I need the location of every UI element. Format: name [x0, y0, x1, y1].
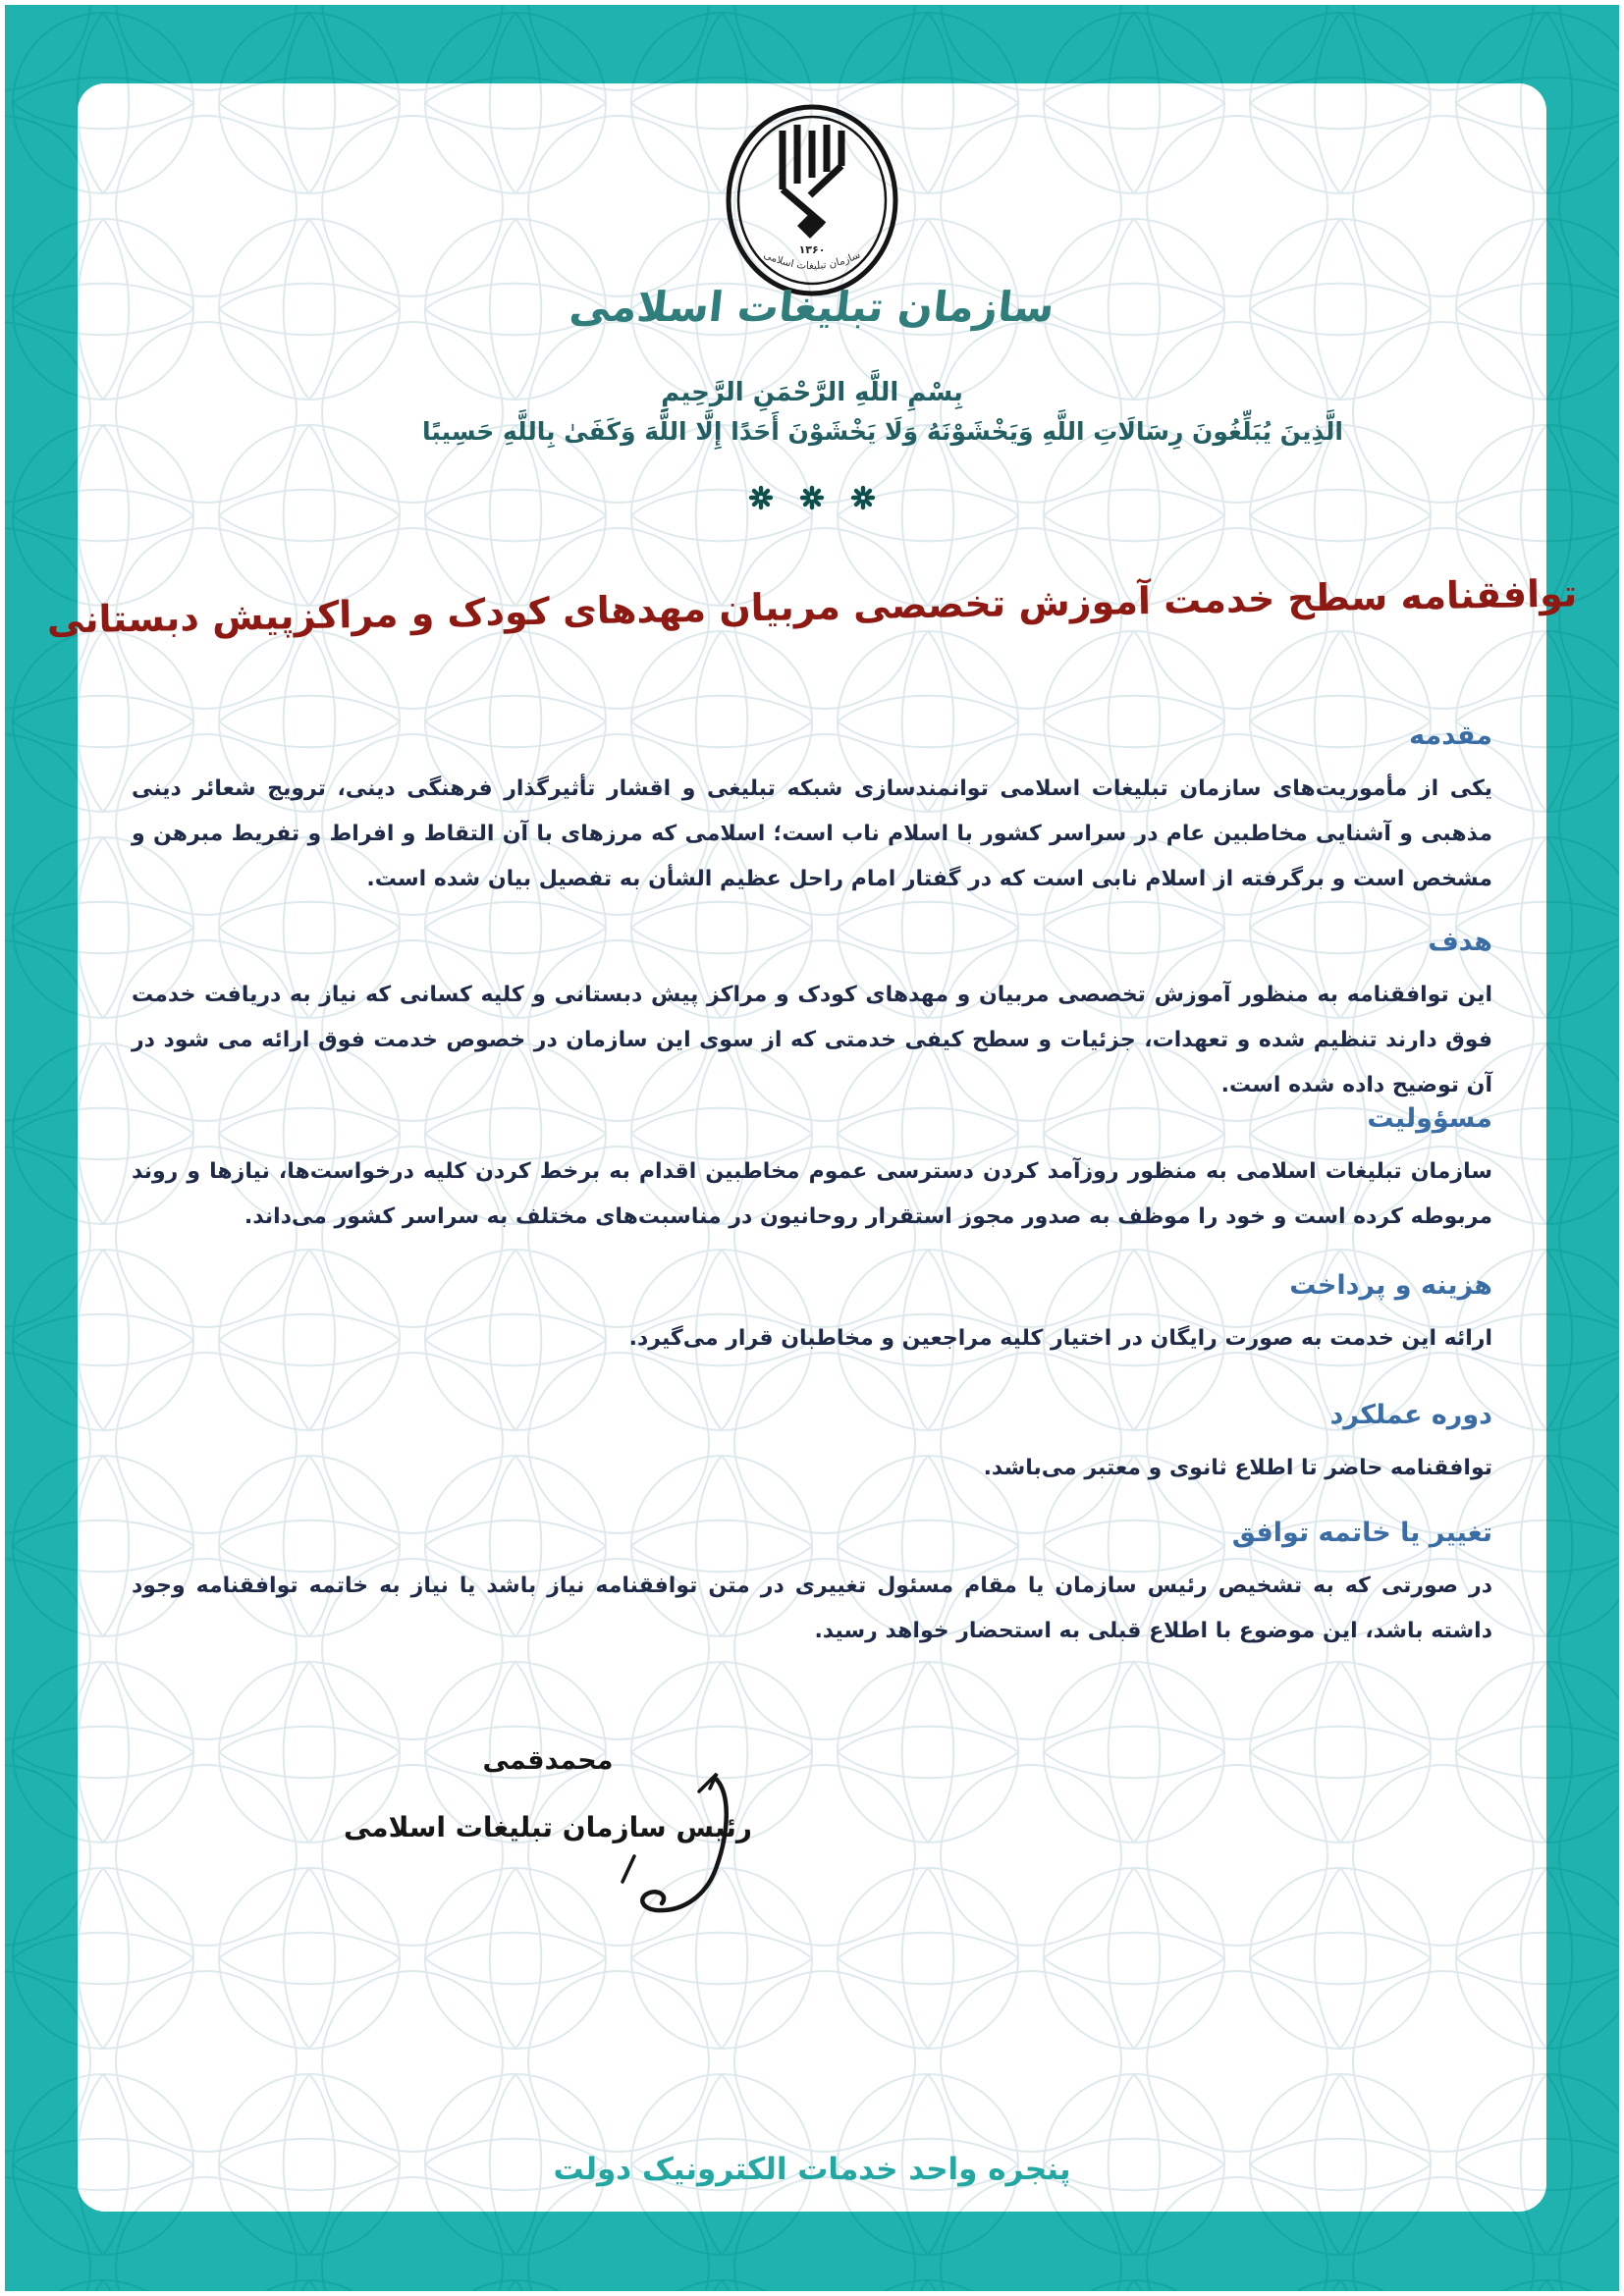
quran-verse-line: الَّذِينَ يُبَلِّغُونَ رِسَالَاتِ اللَّهِ وَيَخْشَوْنَهُ وَلَا يَخْشَوْنَ أَحَدًا إِلَّا اللَّهَ وَكَفَىٰ بِاللَّهِ حَسِيبًا [422, 417, 1343, 446]
section-heading: مسؤولیت [1367, 1103, 1492, 1134]
handwritten-signature-icon [601, 1762, 758, 1933]
section-body: این توافقنامه به منظور آموزش تخصصی مربیان و مهدهای کودک و مراکز پیش دبستانی و کلیه کسانی که نیاز به دریافت خدمت فوق دارند تنظیم شده و تعهدات، جزئیات و سطح کیفی خدمتی که از سوی این سازمان در خصوص خدمت فوق ارائه می شود در آن توضیح داده شده است. [132, 983, 1492, 1097]
section-heading: هدف [1428, 927, 1492, 957]
section-change-termination [132, 1517, 1492, 1654]
rosette-asterisk-icon [748, 485, 774, 510]
kufic-allah-emblem-icon [724, 101, 900, 299]
signatory-role: رئیس سازمان تبلیغات اسلامی [343, 1811, 753, 1843]
section-body: یکی از مأموریت‌های سازمان تبلیغات اسلامی توانمندسازی شبکه تبلیغی و اقشار تأثیرگذار فرهنگی دینی، ترویج شعائر دینی مذهبی و آشنایی مخاطبین عام در سراسر کشور با اسلام ناب است؛ اسلامی که مرزهای با آن التقاط و افراط و تفریط مبرهن و مشخص است و برگرفته از اسلام نابی است که در گفتار امام راحل عظیم الشأن به تفصیل بیان شده است. [132, 776, 1492, 891]
section-cost-payment [132, 1269, 1492, 1362]
signatory-name: محمدقمی [482, 1745, 614, 1776]
section-goal [132, 926, 1492, 1108]
section-heading: هزینه و پرداخت [1289, 1270, 1492, 1301]
organization-calligraphy: سازمان تبلیغات اسلامی [567, 283, 1057, 331]
rosette-asterisk-icon [850, 485, 876, 510]
section-body: در صورتی که به تشخیص رئیس سازمان یا مقام مسئول تغییری در متن توافقنامه نیاز باشد یا نیاز به خاتمه توافقنامه وجود داشته باشد، این موضوع با اطلاع قبلی به استحضار خواهد رسید. [132, 1574, 1492, 1643]
section-body: ارائه این خدمت به صورت رایگان در اختیار کلیه مراجعین و مخاطبان قرار می‌گیرد. [628, 1326, 1492, 1351]
rosette-asterisk-icon [799, 485, 825, 510]
section-heading: تغییر یا خاتمه توافق [1231, 1518, 1492, 1548]
bismillah-line: بِسْمِ اللَّهِ الرَّحْمَنِ الرَّحِيمِ [661, 378, 963, 407]
section-responsibility [132, 1102, 1492, 1240]
section-heading: دوره عملکرد [1329, 1400, 1492, 1430]
document-title: توافقنامه سطح خدمت آموزش تخصصی مربیان مهدهای کودک و مراکزپیش دبستانی [46, 571, 1578, 642]
asterisk-separator [0, 483, 1624, 512]
section-body: سازمان تبلیغات اسلامی به منظور روزآمد کردن دسترسی عموم مخاطبین اقدام به برخط کردن کلیه درخواست‌ها، نیازها و روند مربوطه کرده است و خود را موظف به صدور مجوز استقرار روحانیون در مناسبت‌های مختلف به سراسر کشور می‌داند. [132, 1159, 1492, 1229]
emblem-year: ۱۳۶۰ [798, 243, 826, 256]
organization-emblem [724, 101, 900, 299]
section-heading: مقدمه [1409, 721, 1492, 751]
section-introduction [132, 720, 1492, 902]
emblem-arc-text: سازمان تبلیغات اسلامی [761, 248, 863, 273]
section-performance-period [132, 1399, 1492, 1491]
section-body: توافقنامه حاضر تا اطلاع ثانوی و معتبر می‌باشد. [983, 1456, 1492, 1480]
footer-egov-label: پنجره واحد خدمات الکترونیک دولت [553, 2152, 1071, 2187]
